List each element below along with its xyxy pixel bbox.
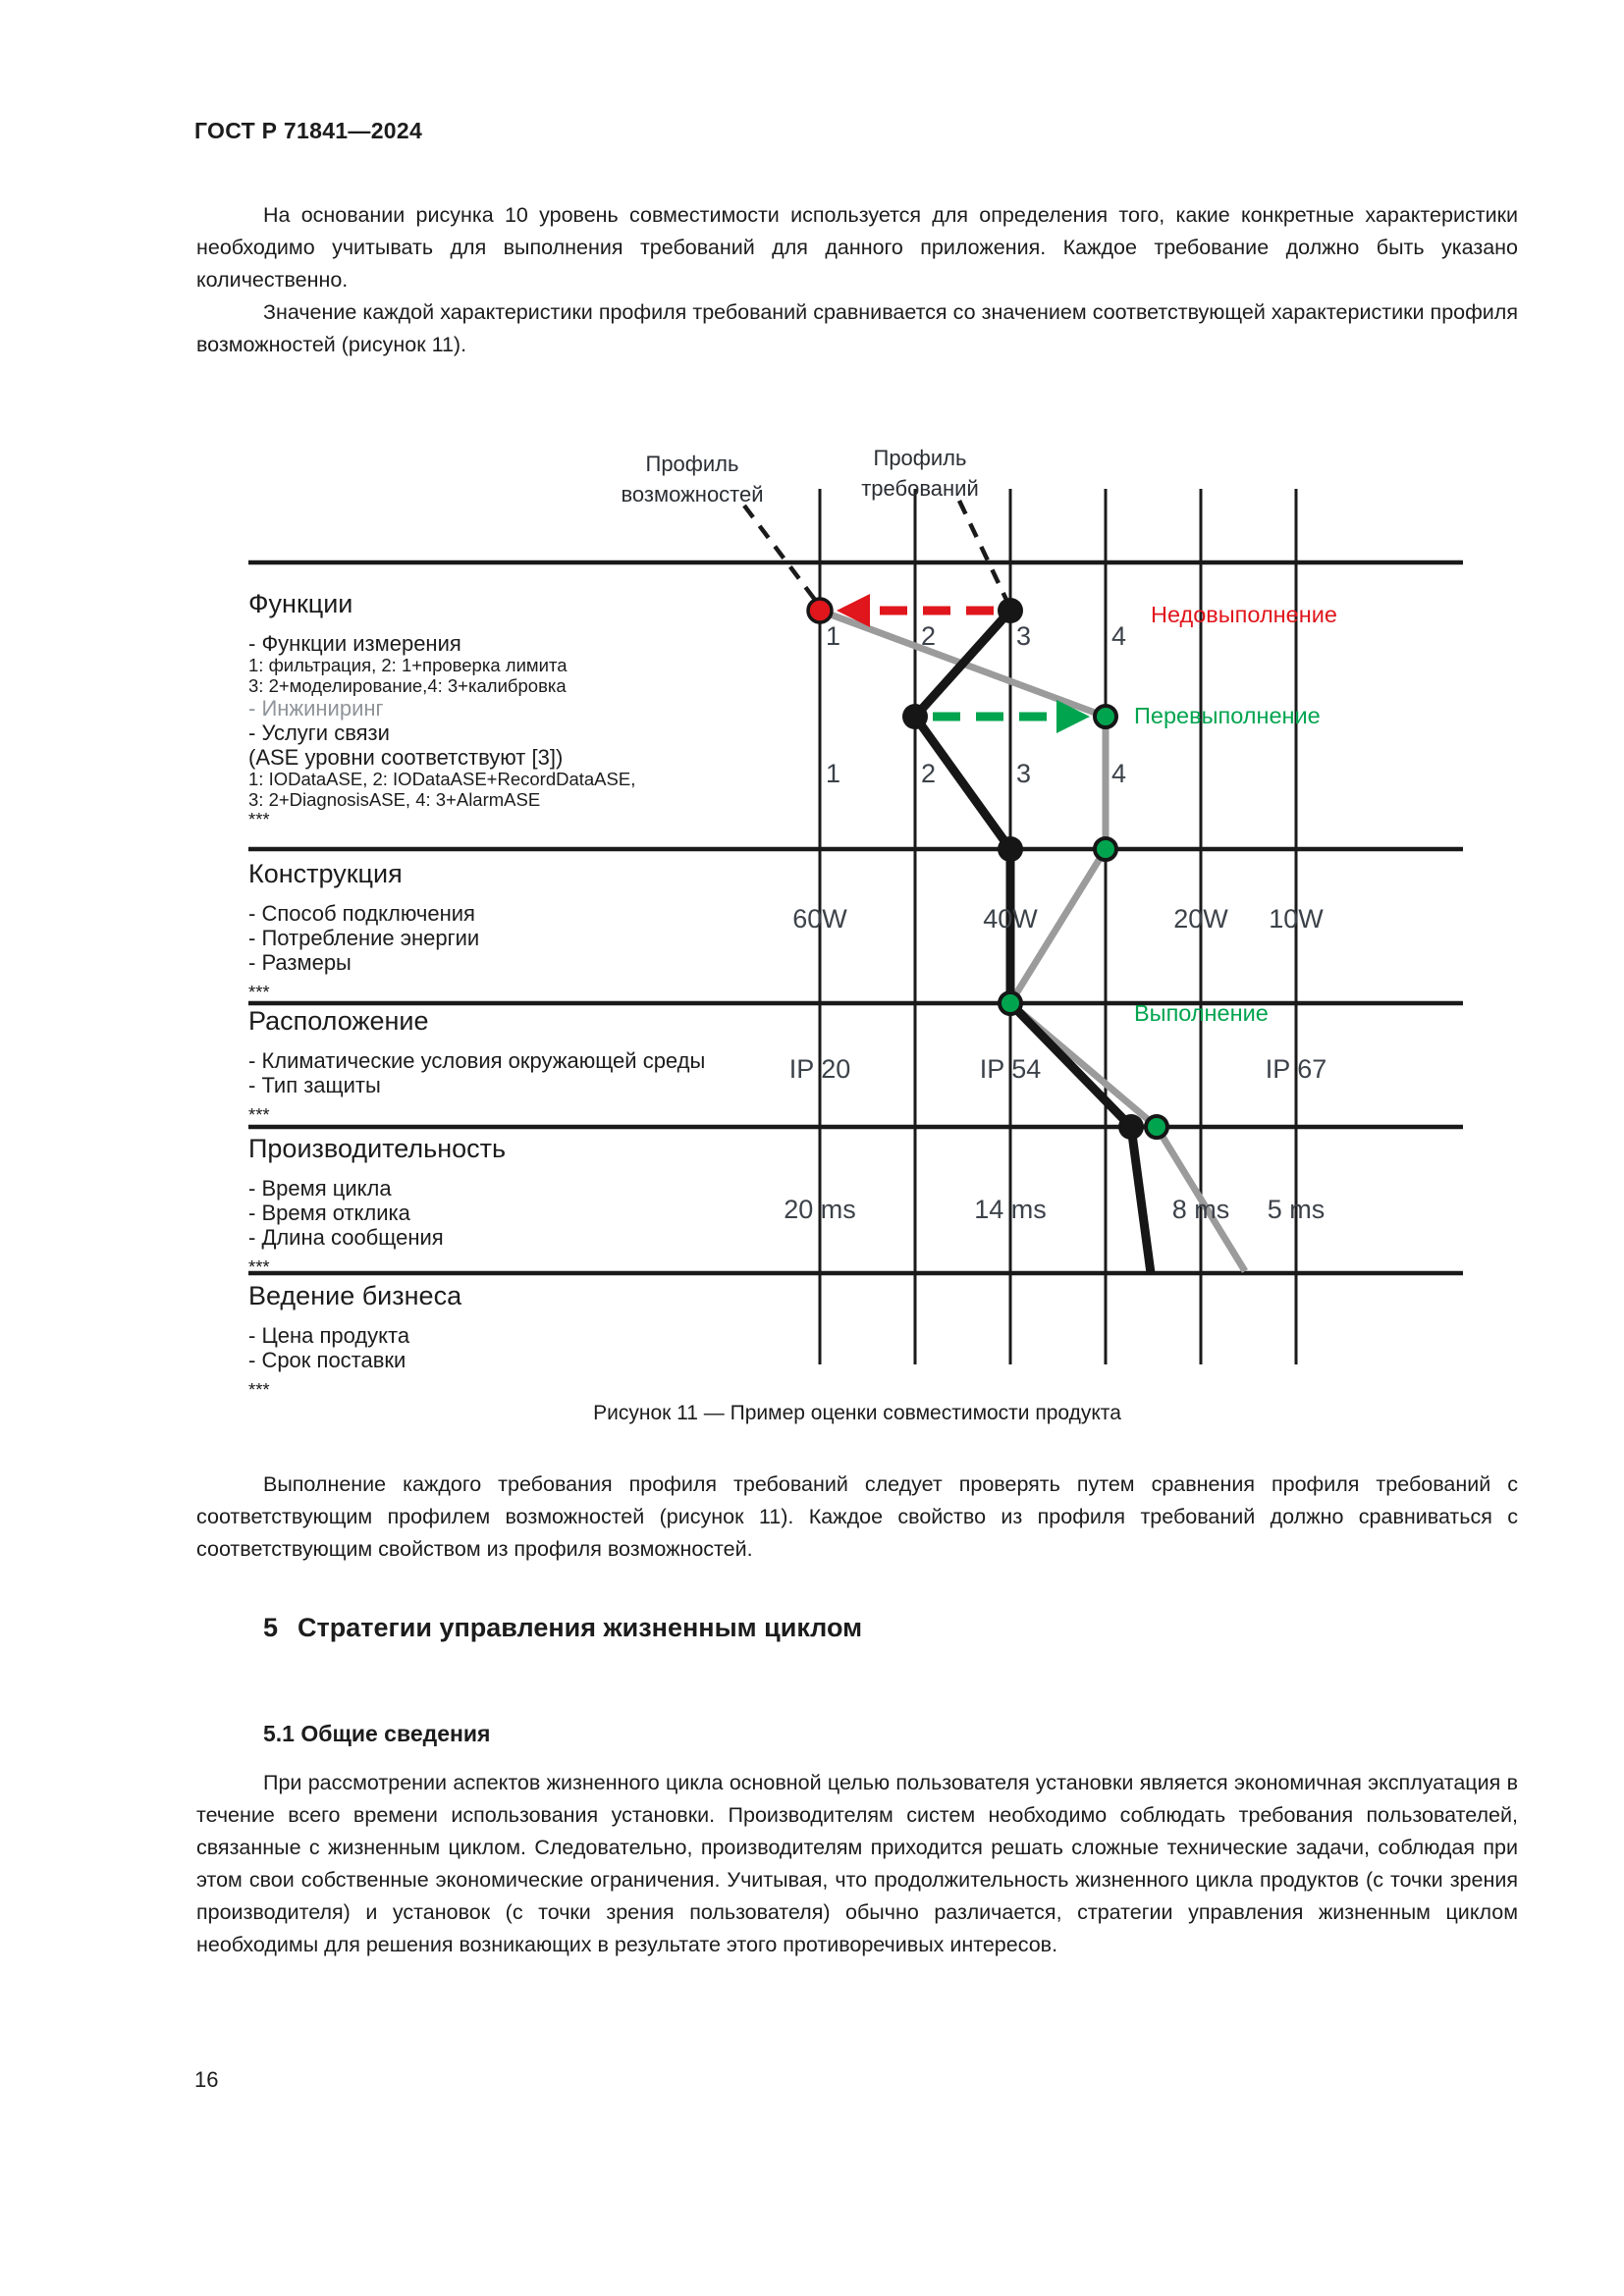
underfulfilled-point (808, 599, 832, 622)
requirement-point (998, 836, 1023, 862)
section-number: 5 (263, 1613, 279, 1642)
paragraph: При рассмотрении аспектов жизненного цикла основной целью пользователя установки является экономичная эксплуатация в течение всего времени использования установки. Производителям систем необходимо соблюдать требования пользователей, связанные с жизненным циклом. Следовательно, производителям приходится решать сложные технические задачи, соблюдая при этом свои собственные экономические ограничения. Учитывая, что продолжительность жизненного цикла продуктов (с точки зрения производителя) и установок (с точки зрения пользователя) обычно различается, стратегии управления жизненным циклом необходимы для решения возникающих в результате этого противоречивых интересов. (196, 1771, 1518, 1956)
section-item: - Климатические условия окружающей среды (248, 1048, 706, 1073)
requirement-point (1118, 1114, 1144, 1140)
paragraph: Значение каждой характеристики профиля требований сравнивается со значением соответствующей характеристики профиля возможностей (рисунок 11). (196, 300, 1518, 356)
fulfilled-point (1095, 838, 1116, 860)
document-number: ГОСТ Р 71841—2024 (194, 118, 423, 143)
body-text (196, 1767, 1518, 1961)
section-item: *** (248, 809, 270, 829)
requirement-point (998, 598, 1023, 623)
section-item: *** (248, 982, 270, 1002)
status-fulfillment: Выполнение (1134, 1000, 1269, 1026)
section-title: Расположение (248, 1006, 429, 1036)
figure-11 (245, 407, 1483, 1401)
section-item: - Размеры (248, 950, 352, 975)
section-title: Производительность (248, 1134, 507, 1163)
section-functions (248, 589, 808, 830)
section-item: - Срок поставки (248, 1348, 406, 1372)
section-item: - Тип защиты (248, 1073, 381, 1097)
power-value: 10W (1269, 904, 1324, 934)
level-label: 3 (1016, 759, 1032, 788)
status-underfulfillment: Недовыполнение (1151, 602, 1337, 627)
body-text (196, 1468, 1518, 1566)
time-value: 5 ms (1267, 1195, 1326, 1224)
section-item: - Способ подключения (248, 901, 475, 926)
time-value: 20 ms (784, 1195, 856, 1224)
section-item: *** (248, 1104, 270, 1125)
paragraph: На основании рисунка 10 уровень совместимости используется для определения того, какие конкретные характеристики необходимо учитывать для выполнения требований для данного приложения. Каждое требование должно быть указано количественно. (196, 203, 1518, 292)
level-label: 2 (921, 759, 937, 788)
level-label: 4 (1111, 621, 1127, 651)
section-item: - Длина сообщения (248, 1225, 444, 1250)
level-label: 4 (1111, 759, 1127, 788)
section-5-1-heading: 5.1 Общие сведения (263, 1721, 491, 1746)
section-item: 3: 2+моделирование,4: 3+калибровка (248, 674, 567, 696)
section-item: - Цена продукта (248, 1323, 410, 1348)
section-performance (248, 1134, 808, 1278)
section-location (248, 1006, 808, 1126)
level-label: 3 (1016, 621, 1032, 651)
fulfilled-point (1000, 992, 1021, 1014)
section-5-heading (263, 1613, 862, 1643)
level-label: 1 (826, 621, 841, 651)
section-item: - Функции измерения (248, 631, 461, 656)
section-item: - Услуги связи (248, 721, 390, 745)
section-title: Ведение бизнеса (248, 1281, 462, 1310)
level-label: 2 (921, 621, 937, 651)
section-item: 1: IODataASE, 2: IODataASE+RecordDataASE, (248, 769, 636, 789)
section-item: - Инжиниринг (248, 696, 384, 721)
paragraph: Выполнение каждого требования профиля требований следует проверять путем сравнения профиля требований с соответствующим профилем возможностей (рисунок 11). Каждое свойство из профиля требований должно сравниваться с соответствующим свойством из профиля возможностей. (196, 1472, 1518, 1561)
section-item: - Потребление энергии (248, 926, 480, 950)
section-item: (ASE уровни соответствуют [3]) (248, 745, 564, 770)
intro-text (196, 199, 1518, 361)
section-construction (248, 859, 808, 1003)
fulfilled-point (1146, 1116, 1167, 1138)
section-title: Конструкция (248, 859, 403, 888)
power-value: 20W (1173, 904, 1228, 934)
power-value: 60W (792, 904, 847, 934)
figure-caption: Рисунок 11 — Пример оценки совместимости продукта (593, 1402, 1121, 1424)
section-title: Функции (248, 589, 353, 618)
section-title: Стратегии управления жизненным циклом (298, 1613, 863, 1642)
time-value: 14 ms (974, 1195, 1047, 1224)
section-item: - Время отклика (248, 1201, 410, 1225)
requirement-point (902, 704, 928, 729)
time-value: 8 ms (1171, 1195, 1230, 1224)
ip-value: IP 67 (1265, 1054, 1327, 1084)
status-overfulfillment: Перевыполнение (1134, 703, 1321, 728)
section-item: - Время цикла (248, 1176, 392, 1201)
power-value: 40W (983, 904, 1038, 934)
section-business (248, 1281, 808, 1401)
fulfilled-point (1095, 706, 1116, 727)
level-label: 1 (826, 759, 841, 788)
capability-callout-line (744, 506, 815, 600)
capability-profile-label: Профиль возможностей (621, 452, 764, 507)
page-number: 16 (194, 2067, 219, 2092)
ip-value: IP 20 (788, 1054, 851, 1084)
section-item: *** (248, 1256, 270, 1277)
requirement-callout-line (959, 501, 1006, 600)
section-item: 1: фильтрация, 2: 1+проверка лимита (248, 655, 568, 675)
ip-value: IP 54 (979, 1054, 1042, 1084)
section-item: 3: 2+DiagnosisASE, 4: 3+AlarmASE (248, 788, 541, 810)
section-item: *** (248, 1379, 270, 1400)
requirement-profile-label: Профиль требований (861, 446, 979, 501)
